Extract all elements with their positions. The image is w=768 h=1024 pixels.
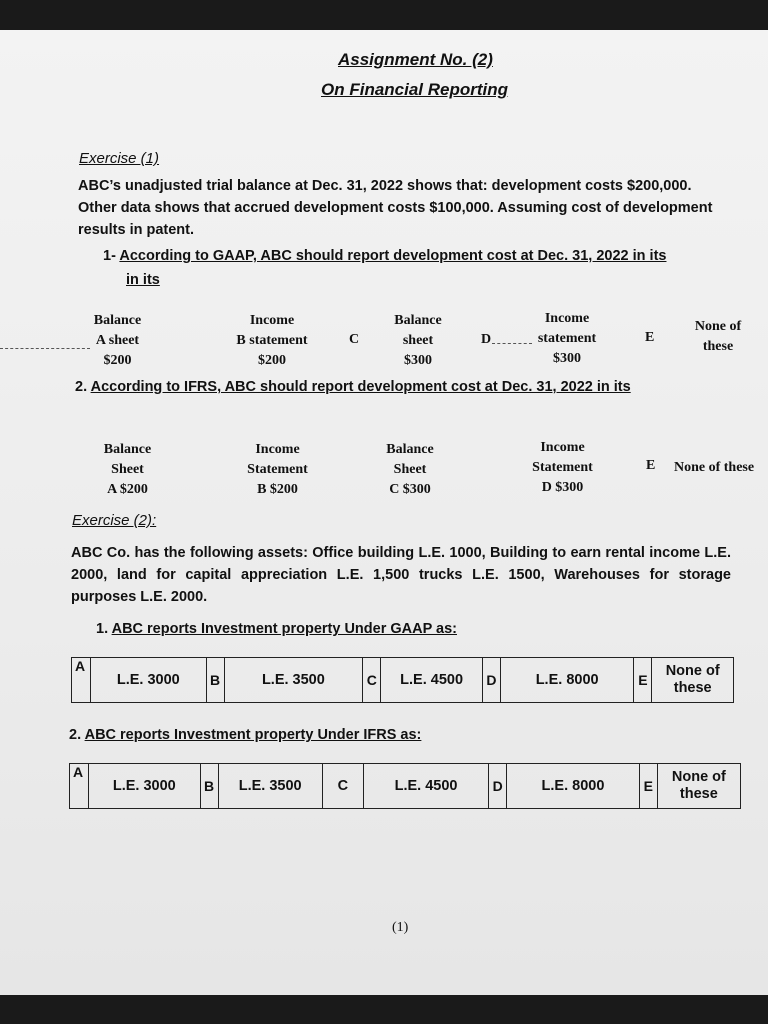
- option-b[interactable]: Income B statement $200: [236, 313, 308, 368]
- exercise-2-q1-options-table: [71, 657, 734, 703]
- option-a[interactable]: Balance Sheet A $200: [103, 442, 152, 497]
- option-c[interactable]: Balance Sheet C $300: [386, 442, 434, 497]
- option-e-letter[interactable]: E: [639, 764, 657, 809]
- question-text-continued: in its: [126, 272, 160, 288]
- option-c-letter[interactable]: C: [363, 658, 381, 703]
- option-e[interactable]: None of these: [674, 460, 755, 475]
- question-number: 2.: [75, 379, 91, 395]
- option-c-letter[interactable]: C: [322, 764, 363, 809]
- option-leader-line: [492, 343, 532, 344]
- question-number: 1-: [103, 248, 120, 264]
- option-b-letter[interactable]: B: [200, 764, 218, 809]
- option-a-letter[interactable]: A: [70, 764, 89, 809]
- exercise-1-heading: Exercise (1): [79, 150, 160, 167]
- option-e[interactable]: None of these: [652, 658, 734, 703]
- question-number: 2.: [69, 727, 85, 743]
- exercise-2-q2-options-table: [69, 763, 741, 809]
- option-d[interactable]: L.E. 8000: [507, 764, 640, 809]
- options-row: [72, 658, 734, 703]
- page-number: (1): [392, 920, 409, 935]
- question-text: According to GAAP, ABC should report development cost at Dec. 31, 2022 in its: [119, 248, 667, 264]
- exercise-2-paragraph: ABC Co. has the following assets: Office building L.E. 1000, Building to earn rental income L.E. 2000, land for capital appreciation L.E. 1,500 trucks L.E. 1500, Warehouses for storage purposes L.E. 2000.: [71, 545, 731, 605]
- exercise-2-question-2: [69, 727, 421, 743]
- exercise-2-heading: Exercise (2):: [72, 512, 157, 529]
- option-d-letter: D: [481, 332, 492, 347]
- option-e-letter: E: [646, 458, 656, 473]
- option-d-letter[interactable]: D: [482, 658, 500, 703]
- question-number: 1.: [96, 621, 112, 637]
- option-a[interactable]: L.E. 3000: [88, 764, 200, 809]
- document-page: [0, 30, 768, 995]
- option-d[interactable]: Income statement $300: [537, 311, 597, 366]
- option-a[interactable]: L.E. 3000: [91, 658, 206, 703]
- exercise-2-question-1: [96, 621, 457, 637]
- options-row: [70, 764, 741, 809]
- option-e-letter[interactable]: E: [634, 658, 652, 703]
- option-e[interactable]: None of these: [657, 764, 740, 809]
- question-text: ABC reports Investment property Under IFRS as:: [84, 727, 422, 743]
- question-text: ABC reports Investment property Under GAAP as:: [111, 621, 457, 637]
- question-text: According to IFRS, ABC should report development cost at Dec. 31, 2022 in its: [90, 379, 631, 395]
- option-d[interactable]: L.E. 8000: [500, 658, 633, 703]
- option-c[interactable]: L.E. 4500: [363, 764, 488, 809]
- option-b[interactable]: L.E. 3500: [218, 764, 322, 809]
- option-e-letter: E: [645, 330, 655, 345]
- option-a-letter[interactable]: A: [72, 658, 91, 703]
- option-d[interactable]: Income Statement D $300: [532, 440, 593, 495]
- exercise-1-question-2: [75, 379, 631, 395]
- option-b[interactable]: Income Statement B $200: [247, 442, 308, 497]
- assignment-subtitle: On Financial Reporting: [321, 80, 509, 99]
- exercise-1-question-1: [103, 248, 666, 264]
- option-c-letter: C: [349, 332, 360, 347]
- option-e[interactable]: None of these: [694, 319, 742, 354]
- assignment-title: Assignment No. (2): [338, 50, 493, 69]
- option-b[interactable]: L.E. 3500: [224, 658, 363, 703]
- option-d-letter[interactable]: D: [489, 764, 507, 809]
- option-b-letter[interactable]: B: [206, 658, 224, 703]
- option-c[interactable]: Balance sheet $300: [394, 313, 442, 368]
- option-a[interactable]: Balance A sheet $200: [93, 313, 142, 368]
- exercise-1-paragraph: ABC’s unadjusted trial balance at Dec. 31, 2022 shows that: development costs $200,000. Other data shows that accrued development costs $100,000. Assuming cost of development results in patent.: [78, 178, 713, 238]
- option-c[interactable]: L.E. 4500: [381, 658, 483, 703]
